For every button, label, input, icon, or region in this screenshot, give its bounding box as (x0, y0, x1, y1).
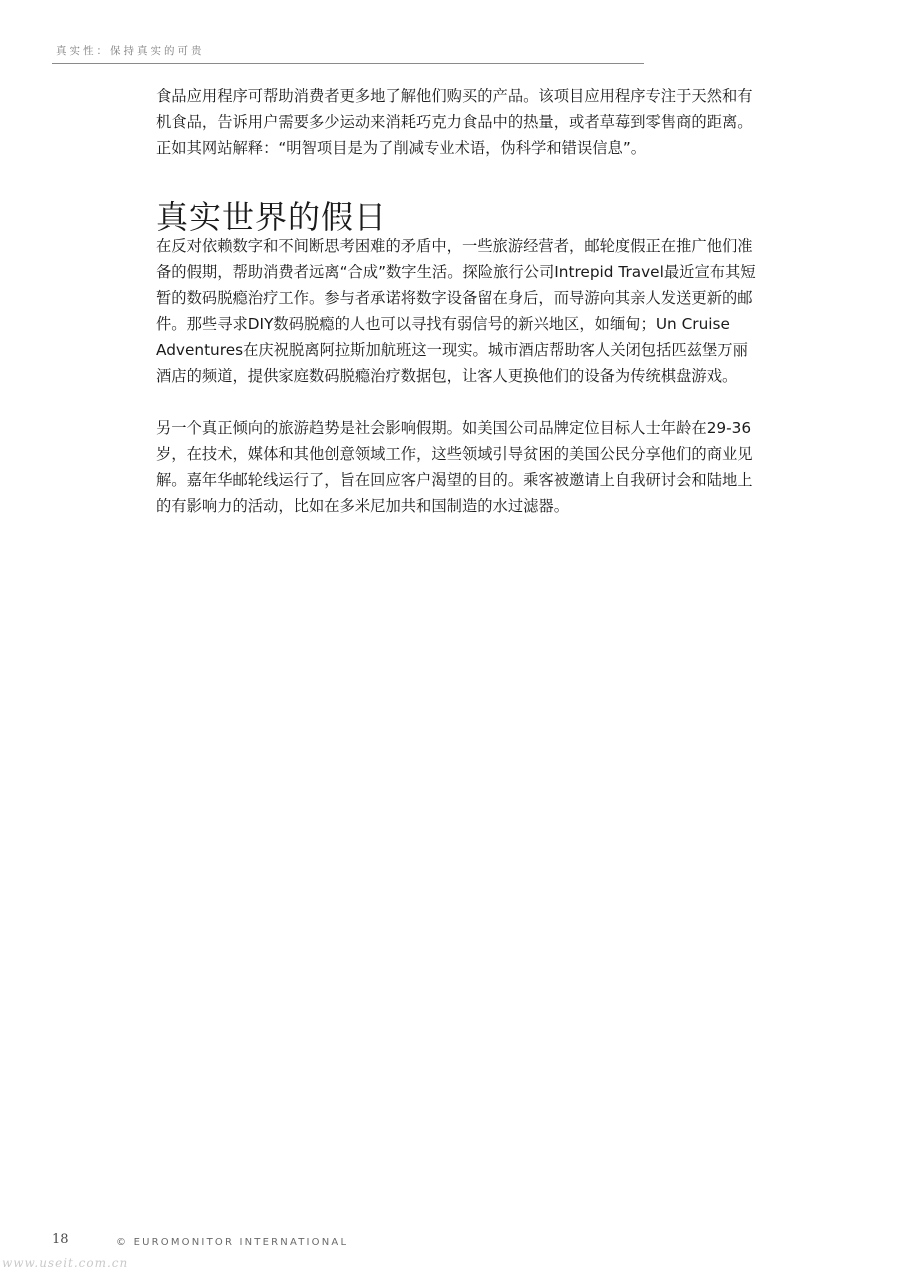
header-divider (52, 63, 644, 64)
page-footer (52, 1230, 812, 1270)
section-title: 真实世界的假日 (156, 198, 388, 236)
watermark: www.useit.com.cn (2, 1256, 129, 1270)
page-number: 18 (52, 1232, 69, 1247)
running-title: 真实性：保持真实的可贵 (56, 45, 205, 57)
copyright-notice: © EUROMONITOR INTERNATIONAL (116, 1237, 349, 1248)
paragraph-2: 在反对依赖数字和不间断思考困难的矛盾中，一些旅游经营者，邮轮度假正在推广他们准备的假期，帮助消费者远离“合成”数字生活。探险旅行公司Intrepid Travel最近宣布其短暂的数码脱瘾治疗工作。参与者承诺将数字设备留在身后，而导游向其亲人发送更新的邮件。那些寻求DIY数码脱瘾的人也可以寻找有弱信号的新兴地区，如缅甸；Un Cruise Adventures在庆祝脱离阿拉斯加航班这一现实。城市酒店帮助客人关闭包括匹兹堡万丽酒店的频道，提供家庭数码脱瘾治疗数据包，让客人更换他们的设备为传统棋盘游戏。 (156, 237, 756, 385)
article-body (156, 83, 756, 519)
paragraph-1: 食品应用程序可帮助消费者更多地了解他们购买的产品。该项目应用程序专注于天然和有机食品，告诉用户需要多少运动来消耗巧克力食品中的热量，或者草莓到零售商的距离。正如其网站解释：“明智项目是为了削减专业术语，伪科学和错误信息”。 (156, 87, 753, 157)
paragraph-3: 另一个真正倾向的旅游趋势是社会影响假期。如美国公司品牌定位目标人士年龄在29-36岁，在技术，媒体和其他创意领域工作，这些领域引导贫困的美国公民分享他们的商业见解。嘉年华邮轮线运行了，旨在回应客户渴望的目的。乘客被邀请上自我研讨会和陆地上的有影响力的活动，比如在多米尼加共和国制造的水过滤器。 (156, 419, 753, 515)
